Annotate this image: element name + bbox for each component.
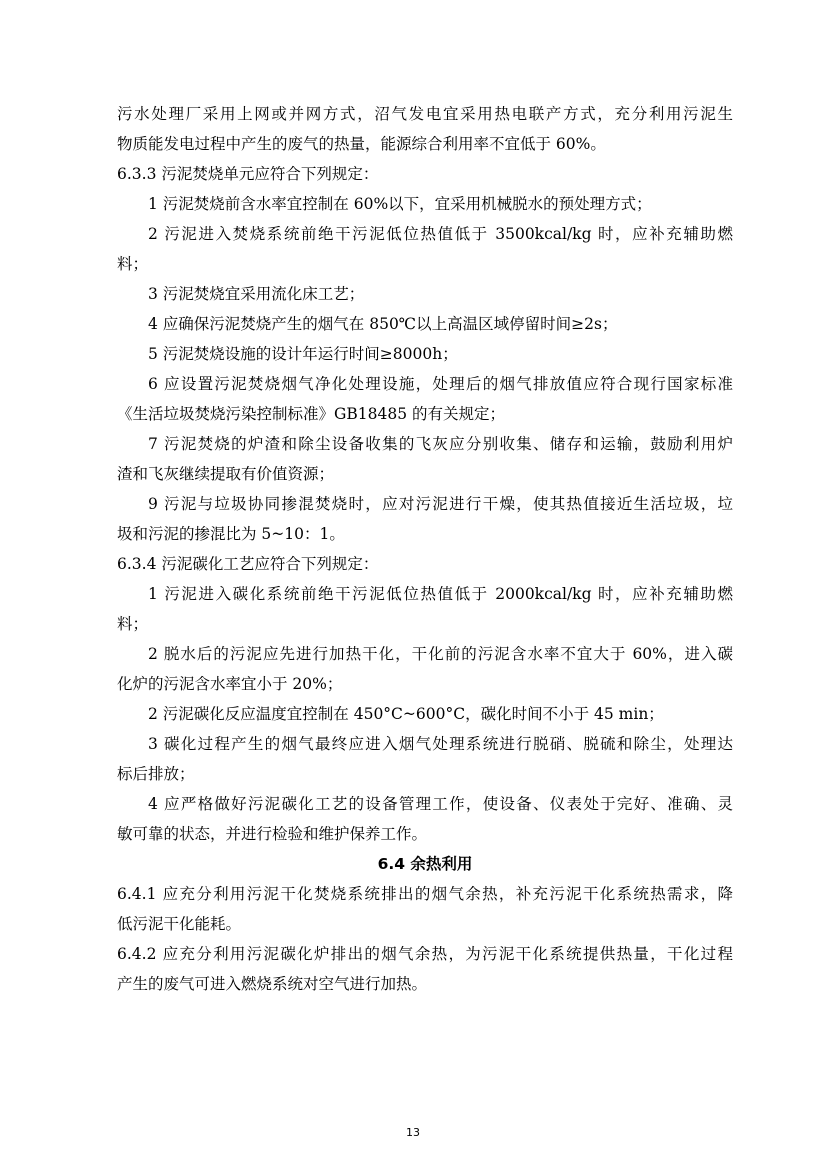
text-line: 5 污泥焚烧设施的设计年运行时间≥8000h；	[148, 345, 458, 363]
text-line: 敏可靠的状态，并进行检验和维护保养工作。	[117, 825, 428, 843]
text-line: 2 污泥碳化反应温度宜控制在 450°C~600°C，碳化时间不小于 45 min；	[148, 705, 664, 723]
text-line: 料；	[117, 255, 149, 273]
text-line: 3 碳化过程产生的烟气最终应进入烟气处理系统进行脱硝、脱硫和除尘，处理达	[148, 735, 733, 753]
text-line: 污水处理厂采用上网或并网方式，沼气发电宜采用热电联产方式，充分利用污泥生	[117, 105, 733, 123]
text-line: 低污泥干化能耗。	[117, 915, 242, 933]
text-line: 物质能发电过程中产生的废气的热量，能源综合利用率不宜低于 60%。	[117, 135, 606, 153]
text-line: 6.4.2 应充分利用污泥碳化炉排出的烟气余热，为污泥干化系统提供热量，干化过程	[117, 945, 733, 963]
text-line: 9 污泥与垃圾协同掺混焚烧时，应对污泥进行干燥，使其热值接近生活垃圾，垃	[148, 495, 733, 513]
text-line: 6.3.4 污泥碳化工艺应符合下列规定：	[117, 555, 379, 573]
text-line: 6.4.1 应充分利用污泥干化焚烧系统排出的烟气余热，补充污泥干化系统热需求，降	[117, 885, 733, 903]
text-line: 4 应严格做好污泥碳化工艺的设备管理工作，使设备、仪表处于完好、准确、灵	[148, 795, 733, 813]
text-line: 2 污泥进入焚烧系统前绝干污泥低位热值低于 3500kcal/kg 时，应补充辅助燃	[148, 225, 733, 243]
text-line: 6 应设置污泥焚烧烟气净化处理设施，处理后的烟气排放值应符合现行国家标准	[148, 375, 733, 393]
text-line: 1 污泥进入碳化系统前绝干污泥低位热值低于 2000kcal/kg 时，应补充辅助燃	[148, 585, 733, 603]
text-line: 7 污泥焚烧的炉渣和除尘设备收集的飞灰应分别收集、储存和运输，鼓励利用炉	[148, 435, 733, 453]
text-line: 6.3.3 污泥焚烧单元应符合下列规定：	[117, 165, 379, 183]
text-line: 1 污泥焚烧前含水率宜控制在 60%以下，宜采用机械脱水的预处理方式；	[148, 195, 652, 213]
section-heading: 6.4 余热利用	[377, 855, 473, 873]
text-line: 《生活垃圾焚烧污染控制标准》GB18485 的有关规定；	[117, 405, 506, 423]
text-line: 4 应确保污泥焚烧产生的烟气在 850℃以上高温区域停留时间≥2s；	[148, 315, 618, 333]
text-line: 2 脱水后的污泥应先进行加热干化，干化前的污泥含水率不宜大于 60%，进入碳	[148, 645, 733, 663]
text-line: 圾和污泥的掺混比为 5~10：1。	[117, 525, 345, 543]
text-line: 产生的废气可进入燃烧系统对空气进行加热。	[117, 975, 428, 993]
text-line: 料；	[117, 615, 149, 633]
text-line: 渣和飞灰继续提取有价值资源；	[117, 465, 335, 483]
document-body	[117, 99, 733, 999]
text-line: 3 污泥焚烧宜采用流化床工艺；	[148, 285, 365, 303]
text-line: 化炉的污泥含水率宜小于 20%；	[117, 675, 343, 693]
page-number: 13	[406, 1126, 420, 1139]
text-line: 标后排放；	[117, 765, 195, 783]
